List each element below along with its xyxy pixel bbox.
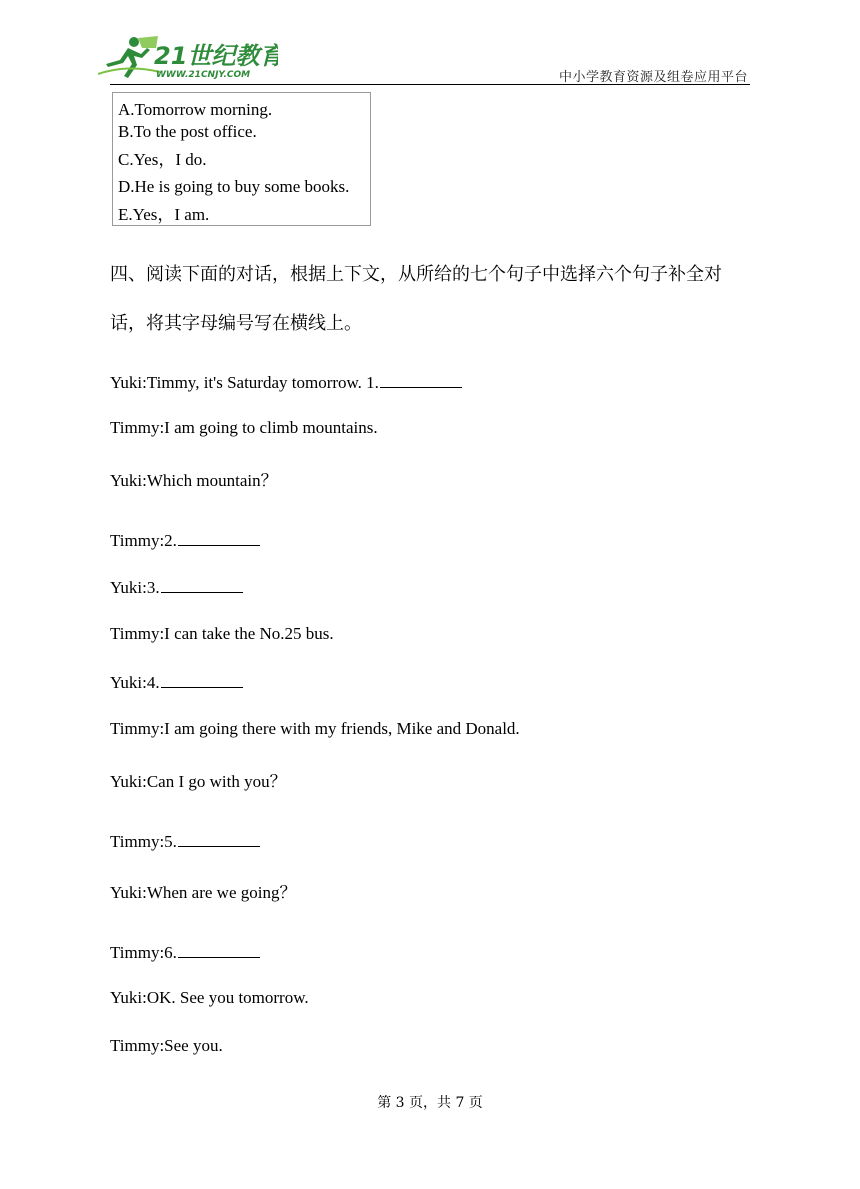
instruction-line-2: 话，将其字母编号写在横线上。: [110, 313, 362, 334]
dialogue-text: Timmy:See you.: [110, 1036, 223, 1055]
dialogue-text: Yuki:Can I go with you？: [110, 772, 287, 791]
answer-blank-6[interactable]: [178, 942, 260, 958]
site-logo: [98, 34, 278, 82]
dialogue-text: Yuki:3.: [110, 578, 160, 597]
dialogue-line-10: [110, 831, 260, 850]
answer-blank-2[interactable]: [178, 530, 260, 546]
dialogue-line-5: [110, 577, 243, 596]
dialogue-line-7: [110, 672, 243, 691]
instruction-line-1: 四、阅读下面的对话，根据上下文，从所给的七个句子中选择六个句子补全对: [110, 264, 722, 285]
dialogue-text: Yuki:OK. See you tomorrow.: [110, 988, 309, 1007]
dialogue-line-11: [110, 884, 296, 901]
logo-url-text: WWW.21CNJY.COM: [156, 70, 251, 80]
dialogue-text: Yuki:Timmy, it's Saturday tomorrow. 1.: [110, 373, 379, 392]
option-a: A.Tomorrow morning.: [118, 100, 273, 119]
answer-blank-5[interactable]: [178, 831, 260, 847]
dialogue-text: Yuki:Which mountain？: [110, 471, 278, 490]
runner-logo-icon: [98, 34, 278, 82]
dialogue-line-6: [110, 625, 334, 642]
dialogue-line-14: [110, 1037, 223, 1054]
options-box: [112, 92, 371, 226]
dialogue-text: Yuki:4.: [110, 673, 160, 692]
dialogue-text: Timmy:I am going to climb mountains.: [110, 418, 378, 437]
answer-blank-1[interactable]: [380, 372, 462, 388]
option-c: C.Yes，I do.: [118, 150, 207, 169]
dialogue-line-13: [110, 989, 309, 1006]
dialogue-line-8: [110, 720, 520, 737]
option-e: E.Yes，I am.: [118, 205, 210, 224]
dialogue-text: Timmy:5.: [110, 832, 177, 851]
dialogue-text: Timmy:6.: [110, 943, 177, 962]
dialogue-text: Timmy:I can take the No.25 bus.: [110, 624, 334, 643]
answer-blank-3[interactable]: [161, 577, 243, 593]
dialogue-line-4: [110, 530, 260, 549]
dialogue-line-1: [110, 372, 462, 391]
option-b: B.To the post office.: [118, 122, 257, 141]
dialogue-text: Timmy:2.: [110, 531, 177, 550]
dialogue-line-9: [110, 773, 287, 790]
dialogue-line-3: [110, 472, 278, 489]
answer-blank-4[interactable]: [161, 672, 243, 688]
page-number: 第 3 页，共 7 页: [377, 1095, 483, 1111]
site-tagline: 中小学教育资源及组卷应用平台: [558, 70, 748, 85]
dialogue-text: Yuki:When are we going？: [110, 883, 297, 902]
dialogue-line-12: [110, 942, 260, 961]
header-divider: [110, 84, 750, 85]
logo-text: 21世纪教育: [154, 42, 278, 70]
dialogue-line-2: [110, 419, 378, 436]
option-d: D.He is going to buy some books.: [118, 177, 350, 196]
dialogue-text: Timmy:I am going there with my friends, Mike and Donald.: [110, 719, 520, 738]
